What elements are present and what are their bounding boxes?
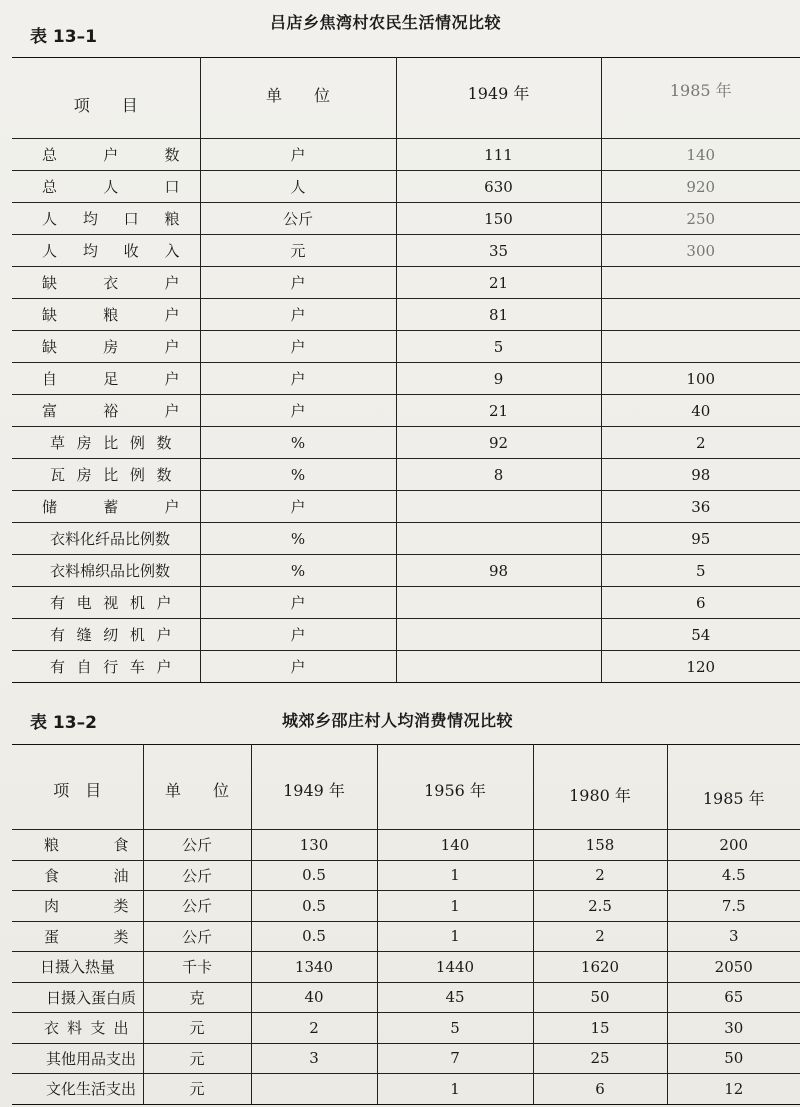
table2-cell-1985: 65 bbox=[667, 982, 800, 1013]
table2-cell-1985: 7.5 bbox=[667, 891, 800, 922]
table-row bbox=[12, 1013, 800, 1044]
table1-cell-1949 bbox=[396, 491, 601, 523]
table1-cell-unit: 元 bbox=[200, 235, 396, 267]
table2-header-row bbox=[12, 745, 800, 830]
table1-cell-unit: 户 bbox=[200, 587, 396, 619]
table-row bbox=[12, 363, 800, 395]
table1-cell-1949 bbox=[396, 523, 601, 555]
table1-cell-1985 bbox=[601, 299, 800, 331]
table1-cell-1985: 140 bbox=[601, 139, 800, 171]
table1-cell-1985 bbox=[601, 331, 800, 363]
table2-cell-item: 蛋类 bbox=[12, 921, 143, 952]
table-row bbox=[12, 395, 800, 427]
table1-cell-1949 bbox=[396, 651, 601, 683]
table2-title: 城郊乡邵庄村人均消费情况比较 bbox=[282, 711, 514, 730]
table1-cell-1985: 250 bbox=[601, 203, 800, 235]
table2-cell-unit: 元 bbox=[143, 1043, 251, 1074]
table1-cell-unit: % bbox=[200, 459, 396, 491]
table1-cell-unit: 人 bbox=[200, 171, 396, 203]
table2-cell-1980: 1620 bbox=[533, 952, 667, 983]
table-row bbox=[12, 619, 800, 651]
table1-cell-item: 人均收入 bbox=[12, 235, 200, 267]
table2-cell-1985: 30 bbox=[667, 1013, 800, 1044]
table1-cell-item: 总人口 bbox=[12, 171, 200, 203]
table1-cell-1985: 95 bbox=[601, 523, 800, 555]
table2-cell-1985: 200 bbox=[667, 830, 800, 861]
table-row bbox=[12, 1074, 800, 1105]
table1-cell-1949: 81 bbox=[396, 299, 601, 331]
table2-cell-1980: 2 bbox=[533, 860, 667, 891]
table1-cell-1985: 36 bbox=[601, 491, 800, 523]
table-row bbox=[12, 171, 800, 203]
table-row bbox=[12, 203, 800, 235]
table2-header-1949: 1949 年 bbox=[251, 745, 377, 830]
table2-cell-1956: 45 bbox=[377, 982, 533, 1013]
table2-cell-item: 粮食 bbox=[12, 830, 143, 861]
table-row bbox=[12, 299, 800, 331]
table1-cell-1949: 5 bbox=[396, 331, 601, 363]
table1-cell-1985: 100 bbox=[601, 363, 800, 395]
table1-cell-unit: % bbox=[200, 523, 396, 555]
table1-cell-item: 衣料棉织品比例数 bbox=[12, 555, 200, 587]
table2-cell-1956: 1 bbox=[377, 1074, 533, 1105]
table1-label: 表 13–1 bbox=[30, 27, 97, 47]
table2-cell-1949: 0.5 bbox=[251, 921, 377, 952]
table1-cell-item: 缺房户 bbox=[12, 331, 200, 363]
table1-cell-item: 总户数 bbox=[12, 139, 200, 171]
table2-cell-item: 日摄入蛋白质 bbox=[12, 982, 143, 1013]
table2-header-unit: 单 位 bbox=[143, 745, 251, 830]
table2-cell-item: 日摄入热量 bbox=[12, 952, 143, 983]
table1-cell-1949: 111 bbox=[396, 139, 601, 171]
table2-cell-1956: 7 bbox=[377, 1043, 533, 1074]
table1-cell-1949: 98 bbox=[396, 555, 601, 587]
table-row bbox=[12, 459, 800, 491]
table2-cell-1949: 40 bbox=[251, 982, 377, 1013]
table1-cell-1985: 54 bbox=[601, 619, 800, 651]
table2-cell-1985: 50 bbox=[667, 1043, 800, 1074]
table1-cell-unit: 户 bbox=[200, 363, 396, 395]
table1-header-item: 项 目 bbox=[12, 58, 200, 139]
table2-cell-1985: 2050 bbox=[667, 952, 800, 983]
table-row bbox=[12, 331, 800, 363]
table2-cell-1949: 3 bbox=[251, 1043, 377, 1074]
table2-cell-1956: 5 bbox=[377, 1013, 533, 1044]
table1-cell-item: 缺粮户 bbox=[12, 299, 200, 331]
table-row bbox=[12, 982, 800, 1013]
table2-cell-unit: 公斤 bbox=[143, 891, 251, 922]
table1-cell-1985: 2 bbox=[601, 427, 800, 459]
table2-cell-unit: 克 bbox=[143, 982, 251, 1013]
table2-cell-1956: 1 bbox=[377, 891, 533, 922]
table2-header-1980: 1980 年 bbox=[533, 745, 667, 830]
table2-cell-1980: 2.5 bbox=[533, 891, 667, 922]
table1-cell-unit: % bbox=[200, 555, 396, 587]
table2-cell-1956: 1 bbox=[377, 860, 533, 891]
table2-cell-1980: 15 bbox=[533, 1013, 667, 1044]
table1-header-unit: 单 位 bbox=[200, 58, 396, 139]
table2-header-1985: 1985 年 bbox=[667, 745, 800, 830]
table-row bbox=[12, 491, 800, 523]
table1 bbox=[12, 57, 800, 683]
table2-cell-1949: 1340 bbox=[251, 952, 377, 983]
table2-cell-item: 文化生活支出 bbox=[12, 1074, 143, 1105]
table-row bbox=[12, 523, 800, 555]
table-row bbox=[12, 235, 800, 267]
table-row bbox=[12, 860, 800, 891]
table2-cell-1980: 2 bbox=[533, 921, 667, 952]
table-row bbox=[12, 587, 800, 619]
table2-cell-item: 衣料支出 bbox=[12, 1013, 143, 1044]
table2-cell-unit: 元 bbox=[143, 1074, 251, 1105]
table1-cell-1985 bbox=[601, 267, 800, 299]
table1-cell-1949: 9 bbox=[396, 363, 601, 395]
table2-cell-1985: 3 bbox=[667, 921, 800, 952]
table1-cell-1949: 92 bbox=[396, 427, 601, 459]
table1-cell-item: 有缝纫机户 bbox=[12, 619, 200, 651]
table1-header-row bbox=[12, 58, 800, 139]
table1-cell-1985: 6 bbox=[601, 587, 800, 619]
table2-cell-1980: 25 bbox=[533, 1043, 667, 1074]
table1-cell-1949 bbox=[396, 587, 601, 619]
table1-cell-item: 衣料化纤品比例数 bbox=[12, 523, 200, 555]
table-row bbox=[12, 139, 800, 171]
table2-cell-1980: 6 bbox=[533, 1074, 667, 1105]
table1-cell-item: 缺衣户 bbox=[12, 267, 200, 299]
table1-title: 吕店乡焦湾村农民生活情况比较 bbox=[270, 13, 502, 32]
table-row bbox=[12, 830, 800, 861]
table-row bbox=[12, 555, 800, 587]
table1-cell-unit: 户 bbox=[200, 331, 396, 363]
table2-label: 表 13–2 bbox=[30, 713, 97, 733]
table2-cell-1949: 0.5 bbox=[251, 860, 377, 891]
table2-cell-1956: 1440 bbox=[377, 952, 533, 983]
table1-cell-unit: 户 bbox=[200, 651, 396, 683]
table2-cell-1949: 130 bbox=[251, 830, 377, 861]
table-row bbox=[12, 267, 800, 299]
table2-cell-1985: 12 bbox=[667, 1074, 800, 1105]
table2-cell-unit: 千卡 bbox=[143, 952, 251, 983]
table2-cell-1985: 4.5 bbox=[667, 860, 800, 891]
table1-cell-1949: 35 bbox=[396, 235, 601, 267]
table1-header-1985: 1985 年 bbox=[601, 58, 800, 139]
table1-cell-item: 瓦房比例数 bbox=[12, 459, 200, 491]
table1-cell-item: 人均口粮 bbox=[12, 203, 200, 235]
table1-cell-item: 富裕户 bbox=[12, 395, 200, 427]
table1-cell-unit: 户 bbox=[200, 299, 396, 331]
table-row bbox=[12, 891, 800, 922]
table1-cell-unit: 公斤 bbox=[200, 203, 396, 235]
table1-cell-unit: 户 bbox=[200, 139, 396, 171]
table1-cell-item: 有电视机户 bbox=[12, 587, 200, 619]
table2-cell-1980: 158 bbox=[533, 830, 667, 861]
table1-cell-item: 自足户 bbox=[12, 363, 200, 395]
table2-cell-item: 食油 bbox=[12, 860, 143, 891]
table-row bbox=[12, 427, 800, 459]
table-row bbox=[12, 952, 800, 983]
table1-cell-unit: 户 bbox=[200, 619, 396, 651]
table1-header-1949: 1949 年 bbox=[396, 58, 601, 139]
table2-header-1956: 1956 年 bbox=[377, 745, 533, 830]
table1-cell-1985: 98 bbox=[601, 459, 800, 491]
table1-cell-unit: 户 bbox=[200, 491, 396, 523]
table-row bbox=[12, 921, 800, 952]
table1-cell-1949: 150 bbox=[396, 203, 601, 235]
table-row bbox=[12, 651, 800, 683]
table1-cell-1949: 21 bbox=[396, 395, 601, 427]
table2-cell-item: 其他用品支出 bbox=[12, 1043, 143, 1074]
table1-cell-unit: 户 bbox=[200, 267, 396, 299]
table2-cell-unit: 公斤 bbox=[143, 830, 251, 861]
table-row bbox=[12, 1043, 800, 1074]
table2-cell-unit: 元 bbox=[143, 1013, 251, 1044]
table1-cell-unit: 户 bbox=[200, 395, 396, 427]
table1-cell-1985: 120 bbox=[601, 651, 800, 683]
table2-cell-1956: 140 bbox=[377, 830, 533, 861]
table2-cell-1956: 1 bbox=[377, 921, 533, 952]
table1-cell-item: 草房比例数 bbox=[12, 427, 200, 459]
table1-cell-1985: 300 bbox=[601, 235, 800, 267]
table2-cell-unit: 公斤 bbox=[143, 860, 251, 891]
table2-header-item: 项 目 bbox=[12, 745, 143, 830]
table1-cell-unit: % bbox=[200, 427, 396, 459]
table1-cell-1949 bbox=[396, 619, 601, 651]
table1-cell-1949: 8 bbox=[396, 459, 601, 491]
table2-cell-1980: 50 bbox=[533, 982, 667, 1013]
table1-cell-item: 储蓄户 bbox=[12, 491, 200, 523]
table1-cell-1985: 5 bbox=[601, 555, 800, 587]
table2-cell-item: 肉类 bbox=[12, 891, 143, 922]
table1-cell-1949: 21 bbox=[396, 267, 601, 299]
table2-cell-1949: 2 bbox=[251, 1013, 377, 1044]
table2-cell-1949 bbox=[251, 1074, 377, 1105]
table1-cell-item: 有自行车户 bbox=[12, 651, 200, 683]
table1-cell-1985: 40 bbox=[601, 395, 800, 427]
table2-cell-unit: 公斤 bbox=[143, 921, 251, 952]
table1-cell-1949: 630 bbox=[396, 171, 601, 203]
table1-cell-1985: 920 bbox=[601, 171, 800, 203]
table2-cell-1949: 0.5 bbox=[251, 891, 377, 922]
table2 bbox=[12, 744, 800, 1105]
